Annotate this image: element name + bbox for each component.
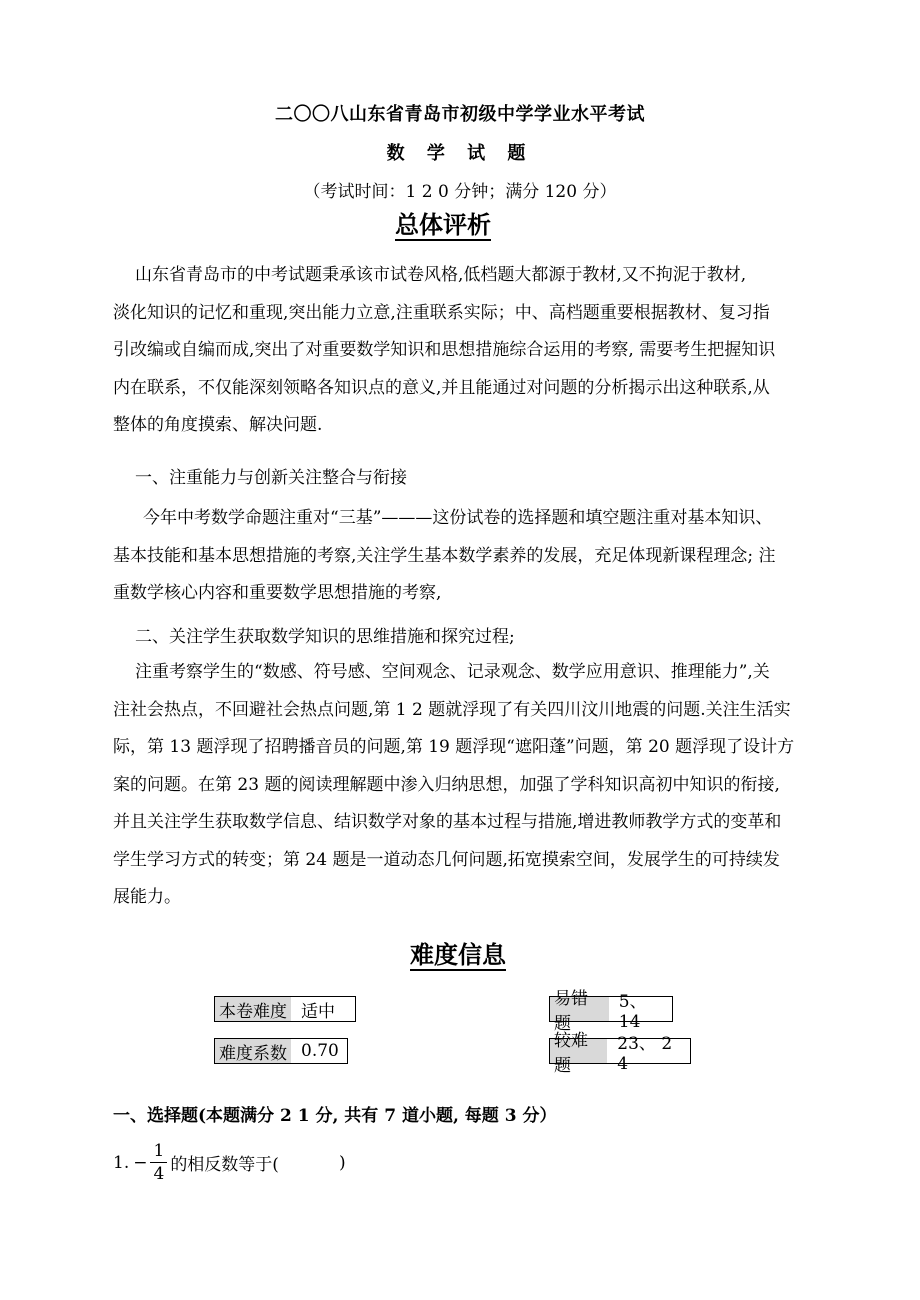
exam-title: 二〇〇八山东省青岛市初级中学学业水平考试 [275,104,645,125]
point2-line: 学生学习方式的转变；第 24 题是一道动态几何问题,拓宽摸索空间，发展学生的可持续发 [113,849,780,870]
overall-heading: 总体评析 [395,212,491,241]
question-1 [113,1140,346,1185]
point2-line: 注社会热点，不回避社会热点问题,第 1 2 题就浮现了有关四川汶川地震的问题.关注生活实 [113,699,791,720]
point1-body [113,500,825,613]
difficulty-level-label: 本卷难度 [215,997,291,1021]
point2-body [113,654,825,917]
point1-line: 重数学核心内容和重要数学思想措施的考察, [113,583,442,603]
exam-info: （考试时间：1 2 0 分钟；满分 120 分） [303,182,617,202]
difficulty-coef-value: 0.70 [301,1041,339,1061]
difficulty-level-value: 适中 [301,1001,335,1022]
intro-line: 内在联系，不仅能深刻领略各知识点的意义,并且能通过对问题的分析揭示出这种联系,从 [113,377,770,398]
point2-line: 展能力。 [113,887,181,907]
overall-intro [113,257,825,445]
point2-line: 注重考察学生的“数感、符号感、空间观念、记录观念、数学应用意识、推理能力”,关 [135,662,770,682]
intro-line: 山东省青岛市的中考试题秉承该市试卷风格,低档题大都源于教材,又不拘泥于教材, [135,265,747,285]
difficulty-coef-label: 难度系数 [215,1039,291,1063]
fraction [150,1140,167,1185]
question-bracket-close: ) [338,1152,346,1173]
point2-line: 并且关注学生获取数学信息、结识数学对象的基本过程与措施,增进教师教学方式的变革和 [113,812,782,832]
error-prone-value: 5、14 [618,991,647,1032]
fraction-denominator: 4 [153,1164,165,1184]
difficulty-level-box [214,996,356,1022]
question-text: 的相反数等于( [170,1155,279,1175]
intro-line: 整体的角度摸索、解决问题. [113,415,323,435]
harder-value: 23、 2 4 [617,1033,673,1074]
difficulty-heading: 难度信息 [410,942,506,971]
intro-line: 淡化知识的记忆和重现,突出能力立意,注重联系实际；中、高档题重要根据教材、复习指 [113,302,770,323]
point2-title: 二、关注学生获取数学知识的思维措施和探究过程; [135,627,515,647]
harder-label: 较难题 [550,1039,607,1063]
intro-line: 引改编或自编而成,突出了对重要数学知识和思想措施综合运用的考察, 需要考生把握知识 [113,340,776,360]
section-1-title: 一、选择题(本题满分 2 1 分, 共有 7 道小题, 每题 3 分） [113,1106,557,1126]
point2-line: 际，第 13 题浮现了招聘播音员的问题,第 19 题浮现“遮阳蓬”问题，第 20 题浮现了设计方 [113,737,795,757]
point1-title: 一、注重能力与创新关注整合与衔接 [135,468,407,488]
error-prone-box [549,989,673,1034]
point1-line: 今年中考数学命题注重对“三基”———这份试卷的选择题和填空题注重对基本知识、 [143,508,773,528]
error-prone-label: 易错题 [550,997,609,1021]
harder-box [549,1031,691,1076]
fraction-numerator: 1 [150,1140,167,1163]
exam-subject: 数 学 试 题 [386,143,534,164]
minus-sign: − [133,1152,148,1173]
point2-line: 案的问题。在第 23 题的阅读理解题中渗入归纳思想，加强了学科知识高初中知识的衔接, [113,774,780,795]
question-number: 1. [113,1152,130,1173]
difficulty-coef-box [214,1038,348,1064]
point1-line: 基本技能和基本思想措施的考察,关注学生基本数学素养的发展，充足体现新课程理念; 注 [113,545,776,566]
